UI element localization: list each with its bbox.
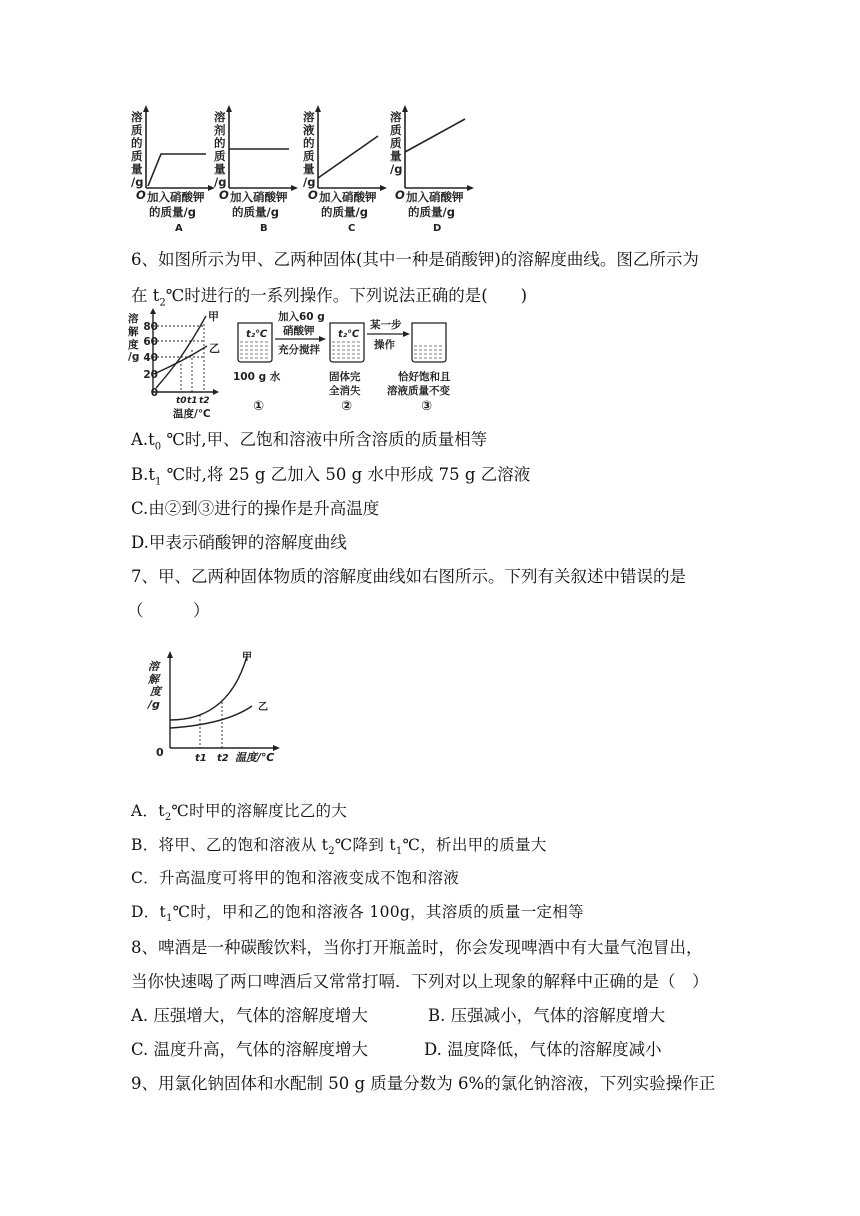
q8-stem-line2: 当你快速喝了两口啤酒后又常常打嗝．下列对以上现象的解释中正确的是（ ）	[131, 972, 709, 991]
q7-option-a-sub: 2	[164, 812, 172, 824]
q6-ytick-20: 20	[143, 369, 158, 381]
q6-arrow2-bottom: 操作	[374, 339, 395, 351]
graph-c-ylabel-3: 质	[303, 149, 315, 163]
graph-b	[214, 105, 298, 234]
graph-c-letter: C	[348, 223, 356, 234]
q6-stem-sub: 2	[159, 297, 166, 309]
graph-b-ylabel-0: 溶	[214, 110, 226, 124]
q7-ylabel-1: 解	[148, 673, 159, 686]
q6-ylabel-1: 解	[128, 326, 139, 338]
q6-option-d: D.甲表示硝酸钾的溶解度曲线	[131, 533, 347, 552]
q6-curve-yi	[154, 346, 207, 374]
graph-a-ylabel-0: 溶	[131, 110, 143, 124]
q6-arrow1-top: 加入60 g	[278, 311, 325, 323]
q7-label-yi: 乙	[258, 702, 268, 713]
q6-ylabel-3: /g	[128, 351, 140, 363]
q6-label-yi: 乙	[209, 342, 220, 355]
q7-option-d-sub: 1	[166, 913, 173, 925]
q7-stem-line2: （ ）	[127, 601, 210, 620]
graph-a-ylabel-5: /g	[131, 175, 144, 189]
q7-label-jia: 甲	[242, 652, 252, 663]
q7-option-b-sub1: 2	[328, 846, 335, 858]
q6-beaker-3	[387, 323, 451, 414]
q6-solubility-chart	[128, 308, 220, 420]
graph-c	[303, 105, 387, 234]
graph-c-ylabel-0: 溶	[303, 110, 315, 124]
q6-stem-line2	[131, 282, 527, 308]
graph-b-origin: O	[219, 188, 229, 202]
graph-b-ylabel-2: 的	[214, 136, 226, 150]
q6-beaker2-text-0: 固体完	[329, 371, 361, 383]
q6-xtick-t2: t2	[199, 396, 210, 406]
graph-a-ylabel-2: 的	[131, 136, 143, 150]
q7-option-a	[131, 799, 347, 823]
q6-arrow2-top: 某一步	[370, 319, 402, 331]
graph-a-letter: A	[175, 223, 183, 234]
q6-stem-line1: 6、如图所示为甲、乙两种固体(其中一种是硝酸钾)的溶解度曲线。图乙所示为	[131, 250, 699, 269]
q6-ytick-40: 40	[143, 352, 158, 364]
graph-d-xlabel-1: 的质量/g	[408, 205, 455, 219]
graph-d-letter: D	[433, 223, 442, 234]
graph-d-origin: O	[395, 188, 405, 202]
graph-b-xlabel-1: 的质量/g	[232, 205, 279, 219]
q8-stem-line1: 8、啤酒是一种碳酸饮料，当你打开瓶盖时，你会发现啤酒中有大量气泡冒出，	[131, 938, 703, 957]
graph-d-ylabel-4: /g	[390, 162, 403, 176]
q6-xtick-t0: t0	[176, 396, 187, 406]
graph-c-xlabel-0: 加入硝酸钾	[319, 190, 377, 204]
q7-stem-line1: 7、甲、乙两种固体物质的溶解度曲线如右图所示。下列有关叙述中错误的是	[131, 567, 686, 586]
q6-option-a	[131, 426, 487, 452]
q7-curve-jia	[170, 656, 247, 720]
q6-arrow-2	[367, 318, 410, 351]
q6-stem-pre: 在 t	[131, 286, 160, 305]
q7-option-d	[131, 900, 584, 924]
q6-option-a-sub: 0	[154, 441, 162, 453]
q7-option-b-sub2: 1	[395, 846, 403, 858]
graph-d-ylabel-1: 质	[390, 123, 402, 137]
graph-c-ylabel-5: /g	[303, 175, 316, 189]
graph-b-xlabel-0: 加入硝酸钾	[230, 190, 288, 204]
graph-b-ylabel-4: 量	[214, 162, 226, 176]
graph-b-letter: B	[260, 223, 268, 234]
q6-ylabel-2: 度	[128, 339, 139, 351]
q7-ylabel-0: 溶	[148, 660, 159, 673]
q6-beaker3-text-0: 恰好饱和且	[398, 371, 451, 383]
q6-ytick-0: 0	[150, 387, 158, 399]
graph-c-ylabel-1: 液	[303, 123, 315, 137]
graph-a-ylabel-3: 质	[131, 149, 143, 163]
q7-option-b-mid: ℃降到 t	[334, 836, 396, 854]
q6-xlabel: 温度/℃	[173, 408, 211, 420]
graph-a-origin: O	[136, 188, 146, 202]
q6-arrow1-bottom: 充分搅拌	[278, 344, 320, 356]
graph-a-xlabel-1: 的质量/g	[149, 205, 196, 219]
q6-beaker3-text-1: 溶液质量不变	[387, 385, 450, 397]
q8-option-a: A. 压强增大，气体的溶解度增大	[131, 1006, 368, 1025]
graph-c-ylabel-4: 量	[303, 162, 315, 176]
q6-arrow1-mid: 硝酸钾	[283, 325, 315, 337]
q8-option-d: D. 温度降低，气体的溶解度减小	[424, 1040, 662, 1059]
q6-option-a-pre: A.t	[131, 430, 155, 449]
graph-d-xlabel-0: 加入硝酸钾	[406, 190, 464, 204]
q6-label-jia: 甲	[208, 310, 219, 323]
q7-option-b-post: ℃，析出甲的质量大	[402, 836, 547, 854]
q6-beaker2-temp: t₂℃	[338, 329, 360, 340]
q6-num-2: ②	[341, 399, 353, 414]
q7-ylabel-3: /g	[148, 698, 160, 711]
q6-beaker-1	[233, 323, 281, 414]
q7-origin: 0	[156, 746, 164, 759]
graph-d-ylabel-3: 量	[390, 149, 402, 163]
q6-option-c: C.由②到③进行的操作是升高温度	[131, 499, 380, 518]
graph-c-ylabel-2: 的	[303, 136, 315, 150]
q6-ytick-80: 80	[143, 321, 158, 333]
graph-b-ylabel-3: 质	[214, 149, 226, 163]
q8-option-b: B. 压强减小，气体的溶解度增大	[428, 1006, 666, 1025]
q6-num-1: ①	[253, 399, 265, 414]
q7-option-a-pre: A．t	[131, 802, 165, 820]
graph-a-xlabel-0: 加入硝酸钾	[147, 190, 205, 204]
q6-option-a-post: ℃时,甲、乙饱和溶液中所含溶质的质量相等	[161, 430, 488, 449]
q6-figure	[0, 306, 860, 426]
graph-d-ylabel-2: 质	[390, 136, 402, 150]
q6-ylabel-0: 溶	[128, 313, 139, 325]
q7-option-b-pre: B．将甲、乙的饱和溶液从 t	[131, 836, 329, 854]
q9-stem-line1: 9、用氯化钠固体和水配制 50 g 质量分数为 6%的氯化钠溶液，下列实验操作正	[131, 1074, 716, 1093]
q6-option-b-post: ℃时,将 25 g 乙加入 50 g 水中形成 75 g 乙溶液	[161, 465, 531, 484]
q6-arrow-1	[275, 310, 326, 356]
q6-num-3: ③	[421, 399, 433, 414]
q6-stem-post: ℃时进行的一系列操作。下列说法正确的是( )	[165, 286, 528, 305]
q7-option-a-post: ℃时甲的溶解度比乙的大	[171, 802, 348, 820]
q7-option-d-post: ℃时，甲和乙的饱和溶液各 100g，其溶质的质量一定相等	[172, 903, 584, 921]
q6-option-b-pre: B.t	[131, 465, 156, 484]
q6-option-b-sub: 1	[155, 476, 162, 488]
q6-xtick-t1: t1	[187, 396, 198, 406]
q7-t2: t2	[217, 753, 229, 764]
graph-c-xlabel-1: 的质量/g	[321, 205, 368, 219]
q7-xlabel: 温度/℃	[235, 751, 275, 764]
graph-c-origin: O	[308, 188, 318, 202]
graph-a-ylabel-4: 量	[131, 162, 143, 176]
q6-beaker1-text: 100 g 水	[233, 371, 281, 383]
q7-ylabel-2: 度	[150, 685, 161, 698]
graph-b-ylabel-1: 剂	[214, 123, 226, 137]
q7-option-d-pre: D．t	[131, 903, 167, 921]
q7-figure	[0, 648, 860, 788]
q6-beaker2-text-1: 全消失	[329, 385, 361, 397]
graph-b-ylabel-5: /g	[214, 175, 227, 189]
q7-t1: t1	[195, 753, 207, 764]
graph-d-ylabel-0: 溶	[390, 110, 402, 124]
q6-beaker-2	[329, 323, 364, 414]
q6-option-b	[131, 461, 530, 487]
q7-option-b	[131, 833, 547, 857]
q6-beaker1-temp: t₂℃	[246, 329, 268, 340]
graph-a-ylabel-1: 质	[131, 123, 143, 137]
graph-a	[131, 105, 215, 234]
q6-ytick-60: 60	[143, 336, 158, 348]
q8-option-c: C. 温度升高，气体的溶解度增大	[131, 1040, 369, 1059]
q7-option-c: C．升高温度可将甲的饱和溶液变成不饱和溶液	[131, 869, 460, 887]
graph-d	[390, 105, 474, 234]
